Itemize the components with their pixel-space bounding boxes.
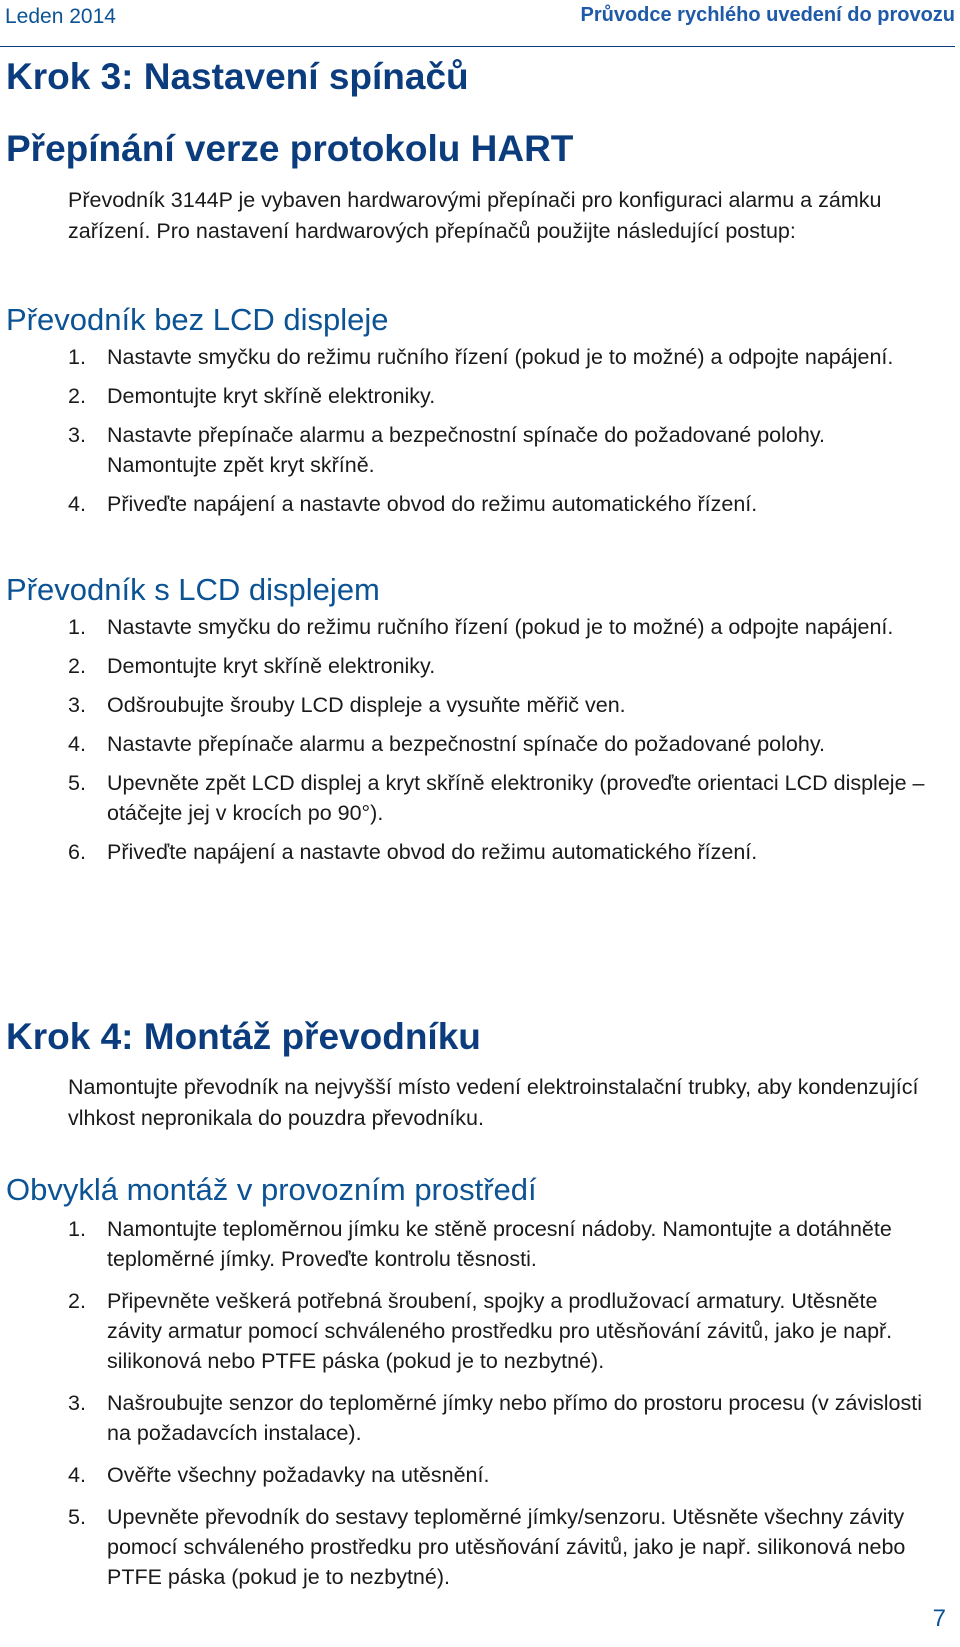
page-number: 7	[932, 1605, 946, 1632]
list-item: 2. Připevněte veškerá potřebná šroubení, spojky a prodlužovací armatury. Utěsněte závity armatur pomocí schváleného prostředku pro utěsňování závitů, jako je např. silikonová nebo PTFE páska (pokud je to nezbytné).	[68, 1289, 893, 1373]
list-item: 4. Ověřte všechny požadavky na utěsnění.	[68, 1463, 490, 1487]
field-mount-heading: Obvyklá montáž v provozním prostředí	[6, 1172, 537, 1207]
page-header	[0, 0, 955, 47]
step3-title: Krok 3: Nastavení spínačů	[6, 56, 469, 97]
list-item: 6. Přiveďte napájení a nastavte obvod do režimu automatického řízení.	[68, 840, 758, 864]
with-lcd-heading: Převodník s LCD displejem	[6, 572, 380, 607]
list-item: 1. Namontujte teploměrnou jímku ke stěně procesní nádoby. Namontujte a dotáhněte teploměrné jímky. Proveďte kontrolu těsnosti.	[68, 1217, 892, 1271]
list-item: 3. Našroubujte senzor do teploměrné jímky nebo přímo do prostoru procesu (v závislosti na požadavcích instalace).	[68, 1391, 922, 1445]
list-item: 4. Nastavte přepínače alarmu a bezpečnostní spínače do požadované polohy.	[68, 732, 825, 756]
list-item: 2. Demontujte kryt skříně elektroniky.	[68, 654, 436, 678]
list-item: 1. Nastavte smyčku do režimu ručního řízení (pokud je to možné) a odpojte napájení.	[68, 615, 894, 639]
step3-intro-paragraph: Převodník 3144P je vybaven hardwarovými přepínači pro konfiguraci alarmu a zámku zařízení. Pro nastavení hardwarových přepínačů použijte následující postup:	[68, 188, 882, 243]
list-item: 5. Upevněte zpět LCD displej a kryt skříně elektroniky (proveďte orientaci LCD displeje – otáčejte jej v krocích po 90°).	[68, 771, 925, 825]
list-item: 3. Nastavte přepínače alarmu a bezpečnostní spínače do požadované polohy. Namontujte zpět kryt skříně.	[68, 423, 825, 477]
no-lcd-steps-list	[0, 342, 930, 528]
list-item: 3. Odšroubujte šrouby LCD displeje a vysuňte měřič ven.	[68, 693, 626, 717]
header-date: Leden 2014	[5, 5, 116, 28]
field-mount-steps-list	[0, 1214, 930, 1604]
no-lcd-heading: Převodník bez LCD displeje	[6, 302, 389, 337]
step4-intro-paragraph: Namontujte převodník na nejvyšší místo vedení elektroinstalační trubky, aby kondenzující vlhkost nepronikala do pouzdra převodníku.	[68, 1075, 919, 1130]
list-item: 4. Přiveďte napájení a nastavte obvod do režimu automatického řízení.	[68, 492, 758, 516]
list-item: 2. Demontujte kryt skříně elektroniky.	[68, 384, 436, 408]
with-lcd-steps-list	[0, 612, 930, 876]
list-item: 5. Upevněte převodník do sestavy teploměrné jímky/senzoru. Utěsněte všechny závity pomocí schváleného prostředku pro utěsňování závitů, jako je např. silikonová nebo PTFE páska (pokud je to nezbytné).	[68, 1505, 906, 1589]
hart-section-title: Přepínání verze protokolu HART	[6, 128, 574, 169]
step4-title: Krok 4: Montáž převodníku	[6, 1016, 481, 1057]
list-item: 1. Nastavte smyčku do režimu ručního řízení (pokud je to možné) a odpojte napájení.	[68, 345, 894, 369]
header-document-title: Průvodce rychlého uvedení do provozu	[580, 4, 955, 26]
